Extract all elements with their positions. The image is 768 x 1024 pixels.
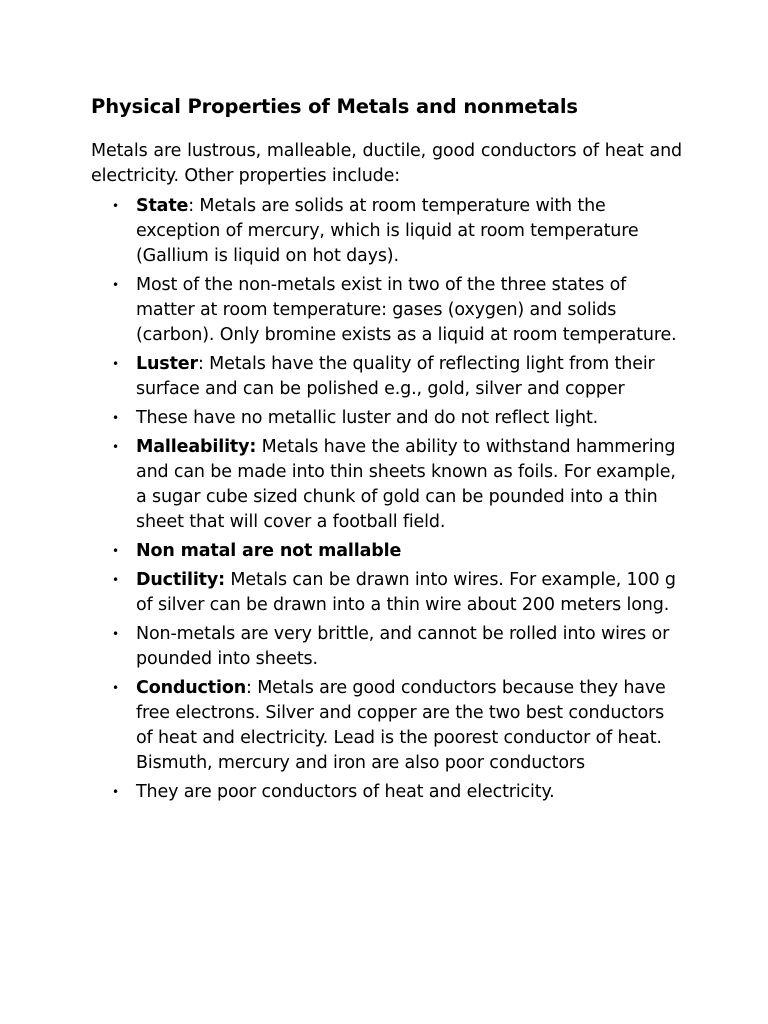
bullet-icon: • [112,627,119,641]
list-item [91,194,682,269]
list-item-term: Malleability: [136,437,257,457]
list-item-term: Non matal are not mallable [136,541,402,561]
document-title: Physical Properties of Metals and nonmetals [91,95,578,118]
bullet-icon: • [112,357,119,371]
list-item-text: Metals can be drawn into wires. For example, 100 g of silver can be drawn into a thin wire about 200 meters long. [136,570,676,615]
bullet-icon: • [112,785,119,799]
list-item-term: Conduction [136,678,247,698]
list-item-text: : Metals have the quality of reflecting light from their surface and can be polished e.g., gold, silver and copper [136,354,655,399]
bullet-icon: • [112,681,119,695]
list-item-text: These have no metallic luster and do not reflect light. [136,408,599,428]
list-item-term: Luster [136,354,198,374]
list-item-term: Ductility: [136,570,225,590]
list-item-text: They are poor conductors of heat and electricity. [136,782,555,802]
list-item-text: : Metals are good conductors because they have free electrons. Silver and copper are the two best conductors of heat and electricity. Lead is the poorest conductor of heat. Bismuth, mercury and iron are also poor conductors [136,678,666,773]
bullet-icon: • [112,440,119,454]
list-item-term: State [136,196,189,216]
list-item [91,352,682,402]
list-item-text: Most of the non-metals exist in two of the three states of matter at room temperature: gases (oxygen) and solids (carbon). Only bromine exists as a liquid at room temperature. [136,275,677,345]
list-item-text: Metals have the ability to withstand hammering and can be made into thin sheets known as foils. For example, a sugar cube sized chunk of gold can be pounded into a thin sheet that will cover a football field. [136,437,676,532]
list-item [91,676,682,776]
list-item [91,622,682,672]
intro-paragraph: Metals are lustrous, malleable, ductile, good conductors of heat and electricity. Other properties include: [91,141,682,186]
properties-list [91,194,682,805]
list-item [91,273,682,348]
list-item [91,406,682,431]
bullet-icon: • [112,199,119,213]
list-item [91,539,682,564]
bullet-icon: • [112,544,119,558]
bullet-icon: • [112,411,119,425]
bullet-icon: • [112,278,119,292]
list-item [91,780,682,805]
list-item-text: : Metals are solids at room temperature with the exception of mercury, which is liquid at room temperature (Gallium is liquid on hot days). [136,196,639,266]
bullet-icon: • [112,573,119,587]
list-item [91,568,682,618]
list-item-text: Non-metals are very brittle, and cannot be rolled into wires or pounded into sheets. [136,624,670,669]
list-item [91,435,682,535]
